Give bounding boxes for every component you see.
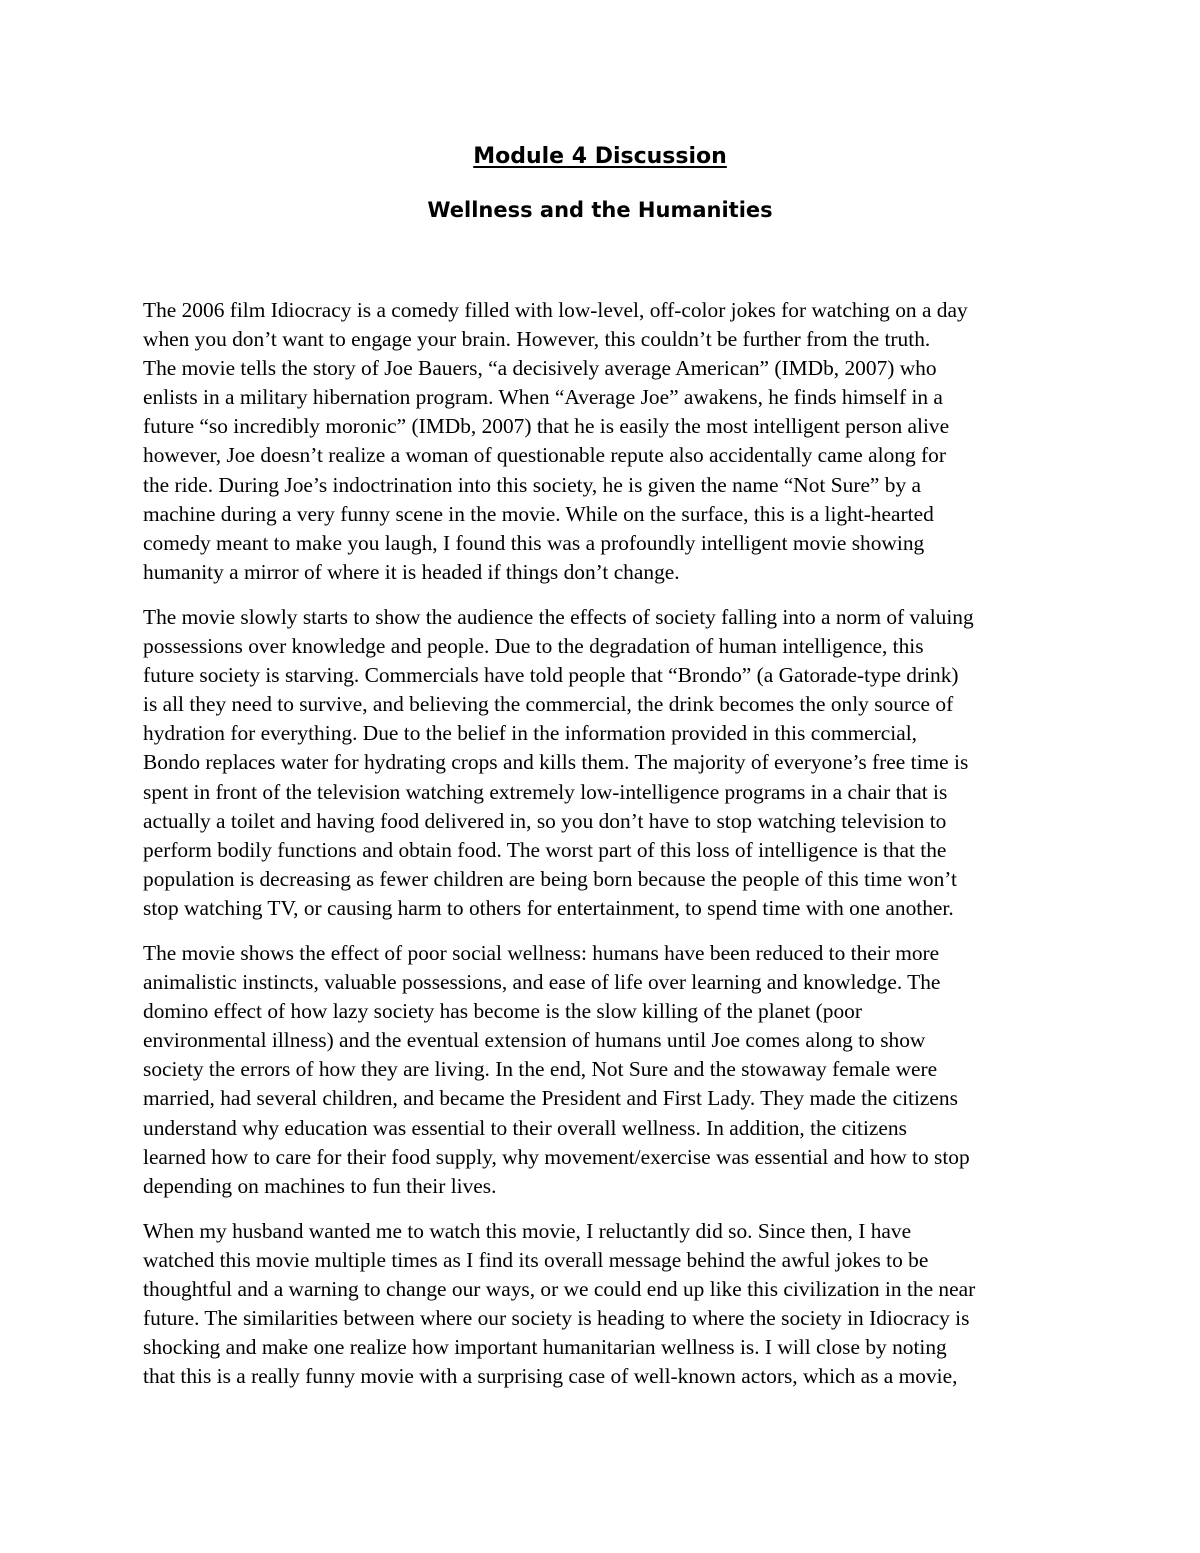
body-line: married, had several children, and became the President and First Lady. They made the citizens [143, 1086, 958, 1111]
body-line: hydration for everything. Due to the belief in the information provided in this commercial, [143, 721, 918, 746]
body-line: Bondo replaces water for hydrating crops and kills them. The majority of everyone’s free time is [143, 750, 969, 775]
body-line: that this is a really funny movie with a surprising case of well-known actors, which as a movie, [143, 1364, 958, 1389]
body-line: society the errors of how they are living. In the end, Not Sure and the stowaway female were [143, 1057, 938, 1082]
body-line: possessions over knowledge and people. Due to the degradation of human intelligence, this [143, 634, 924, 659]
body-line: domino effect of how lazy society has become is the slow killing of the planet (poor [143, 999, 862, 1024]
body-line: when you don’t want to engage your brain. However, this couldn’t be further from the truth. [143, 327, 931, 352]
body-line: is all they need to survive, and believing the commercial, the drink becomes the only source of [143, 692, 954, 717]
body-paragraph [143, 1217, 1063, 1392]
body-line: understand why education was essential to their overall wellness. In addition, the citizens [143, 1115, 907, 1140]
body-line: future “so incredibly moronic” (IMDb, 2007) that he is easily the most intelligent person alive [143, 414, 950, 439]
body-line: future. The similarities between where our society is heading to where the society in Idiocracy is [143, 1306, 970, 1331]
body-line: learned how to care for their food supply, why movement/exercise was essential and how to stop [143, 1144, 970, 1169]
body-paragraph [143, 296, 1063, 587]
body-line: When my husband wanted me to watch this movie, I reluctantly did so. Since then, I have [143, 1218, 912, 1243]
body-line: the ride. During Joe’s indoctrination into this society, he is given the name “Not Sure” by a [143, 472, 922, 497]
body-line: enlists in a military hibernation program. When “Average Joe” awakens, he finds himself in a [143, 385, 943, 410]
document-subtitle: Wellness and the Humanities [427, 198, 773, 222]
document-title-text: Module 4 Discussion [473, 144, 727, 169]
body-paragraph [143, 603, 1063, 923]
body-line: spent in front of the television watching extremely low-intelligence programs in a chair that is [143, 779, 948, 804]
body-line: The 2006 film Idiocracy is a comedy filled with low-level, off-color jokes for watching on a day [143, 298, 968, 322]
body-line: humanity a mirror of where it is headed if things don’t change. [143, 559, 680, 584]
body-line: environmental illness) and the eventual extension of humans until Joe comes along to show [143, 1028, 926, 1053]
body-line: population is decreasing as fewer children are being born because the people of this time won’t [143, 866, 957, 891]
body-line: machine during a very funny scene in the movie. While on the surface, this is a light-hearted [143, 501, 934, 526]
body-line: thoughtful and a warning to change our ways, or we could end up like this civilization in the near [143, 1277, 976, 1301]
document-body [143, 296, 1063, 1407]
document-title [0, 144, 1200, 169]
body-line: watched this movie multiple times as I find its overall message behind the awful jokes to be [143, 1247, 929, 1272]
body-line: perform bodily functions and obtain food. The worst part of this loss of intelligence is that the [143, 837, 947, 862]
body-line: depending on machines to fun their lives. [143, 1173, 497, 1198]
body-line: actually a toilet and having food delivered in, so you don’t have to stop watching television to [143, 808, 947, 833]
body-line: comedy meant to make you laugh, I found this was a profoundly intelligent movie showing [143, 530, 925, 555]
body-line: stop watching TV, or causing harm to others for entertainment, to spend time with one another. [143, 895, 954, 920]
body-line: animalistic instincts, valuable possessions, and ease of life over learning and knowledge. The [143, 970, 941, 995]
body-line: shocking and make one realize how important humanitarian wellness is. I will close by noting [143, 1335, 947, 1360]
body-line: however, Joe doesn’t realize a woman of questionable repute also accidentally came along for [143, 443, 946, 468]
body-paragraph [143, 939, 1063, 1201]
body-line: The movie slowly starts to show the audience the effects of society falling into a norm of valuing [143, 604, 974, 629]
body-line: future society is starving. Commercials have told people that “Brondo” (a Gatorade-type drink) [143, 663, 959, 688]
body-line: The movie shows the effect of poor social wellness: humans have been reduced to their more [143, 940, 940, 965]
body-line: The movie tells the story of Joe Bauers, “a decisively average American” (IMDb, 2007) who [143, 356, 937, 381]
